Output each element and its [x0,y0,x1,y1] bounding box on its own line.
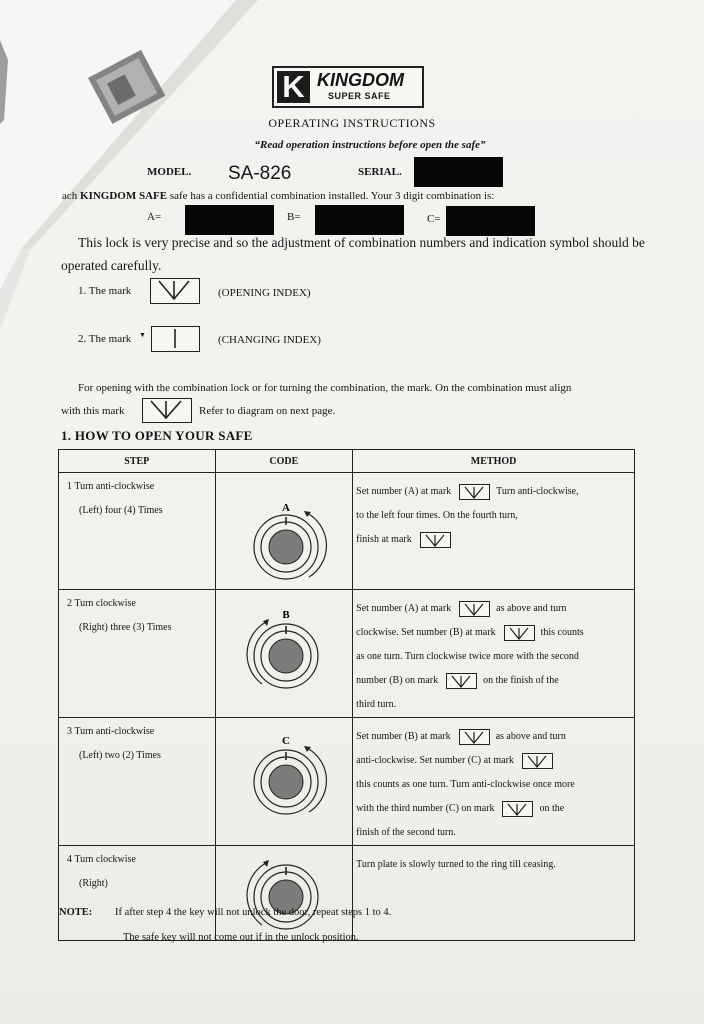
method-text: Turn anti-clockwise, [496,486,579,497]
opening-index-icon [460,486,488,499]
step-detail: (Left) four (4) Times [79,505,163,516]
method-text: as above and turn [495,731,566,742]
code-cell [215,473,353,590]
mark2-label: 2. The mark [78,333,132,345]
serial-label: SERIAL. [358,166,402,178]
note-label: NOTE: [59,907,93,918]
align-index-mark [142,398,192,423]
method-text: finish at mark [356,534,412,545]
opening-index-icon [447,675,475,688]
method-text: this counts [540,627,584,638]
note-line-2: The safe key will not come out if in the unlock position. [123,932,359,943]
header-method: METHOD [353,450,635,473]
step-title: 4 Turn clockwise [67,854,136,865]
opening-index-mark [459,601,490,617]
logo-subtitle: SUPER SAFE [328,91,391,101]
mark1-desc: (OPENING INDEX) [218,287,311,299]
align-line-2-prefix: with this mark [61,405,125,417]
align-line-1: For opening with the combination lock or for turning the combination, the mark. On the combination must align [78,382,572,394]
caution-line-1: This lock is very precise and so the adjustment of combination numbers and indication symbol should be [78,235,645,250]
header-step: STEP [59,450,216,473]
mark1-label: 1. The mark [78,285,132,297]
combo-b-redaction [315,205,404,235]
step-cell [59,473,216,590]
page-title: OPERATING INSTRUCTIONS [268,116,436,130]
opening-index-mark [150,278,200,304]
opening-index-mark [459,729,490,745]
page-subtitle: “Read operation instructions before open the safe” [254,139,486,151]
method-text: with the third number (C) on mark [356,803,495,814]
model-value: SA-826 [228,163,292,184]
opening-index-mark [459,484,490,500]
opening-index-icon [460,603,488,616]
method-text: as one turn. Turn clockwise twice more with the second [356,651,579,662]
serial-redaction [414,157,503,187]
intro-line [62,190,494,202]
method-text: Set number (A) at mark [356,486,452,497]
table-row [59,590,635,718]
opening-index-mark [420,532,451,548]
opening-index-icon [523,755,551,768]
method-cell [353,718,635,846]
code-cell [215,718,353,846]
opening-index-mark [446,673,477,689]
opening-index-icon [505,627,533,640]
method-text: on the [539,803,565,814]
intro-prefix: ach [62,190,78,202]
method-cell [353,473,635,590]
step-detail: (Right) [79,878,108,889]
table-header-row [59,450,635,473]
step-title: 2 Turn clockwise [67,598,136,609]
table-row [59,846,635,941]
code-letter: B [281,609,290,621]
method-text: finish of the second turn. [356,827,456,838]
combo-c-redaction [446,206,535,236]
method-text: Set number (B) at mark [356,731,451,742]
step-detail: (Left) two (2) Times [79,750,161,761]
dial-clockwise-icon [216,846,353,939]
method-text: number (B) on mark [356,675,439,686]
opening-index-icon [460,731,488,744]
logo-brand: KINGDOM [317,70,404,90]
opening-index-mark [502,801,533,817]
method-text: Set number (A) at mark [356,603,452,614]
method-text: to the left four times. On the fourth turn, [356,510,518,521]
opening-index-mark [504,625,535,641]
code-cell [215,846,353,941]
combo-a-label: A= [147,211,162,223]
method-text: anti-clockwise. Set number (C) at mark [356,755,514,766]
method-text: on the finish of the [483,675,559,686]
changing-index-mark [151,326,200,352]
opening-index-icon [143,399,190,421]
method-text: third turn. [356,699,397,710]
method-text: clockwise. Set number (B) at mark [356,627,496,638]
intro-brand: KINGDOM SAFE [80,190,168,202]
logo-k-mark: K [277,71,310,103]
section-heading: 1. HOW TO OPEN YOUR SAFE [61,428,253,443]
note-line-1: If after step 4 the key will not unlock the door, repeat steps 1 to 4. [115,907,392,918]
changing-index-icon [152,327,198,350]
dial-anticlockwise-icon [216,718,353,836]
table-row [59,473,635,590]
step-cell [59,846,216,941]
opening-index-icon [151,279,198,302]
method-text: Turn plate is slowly turned to the ring till ceasing. [356,859,556,870]
kingdom-logo [272,66,424,108]
model-label: MODEL. [147,166,192,178]
opening-index-icon [421,534,449,547]
step-cell [59,718,216,846]
triangle-pointer-icon: ▼ [139,331,146,339]
dial-clockwise-icon [216,590,353,706]
mark2-desc: (CHANGING INDEX) [218,334,321,346]
combo-b-label: B= [287,211,301,223]
method-text: this counts as one turn. Turn anti-clockwise once more [356,779,575,790]
intro-text: safe has a confidential combination installed. Your 3 digit combination is: [169,190,495,202]
header-code: CODE [215,450,353,473]
dial-anticlockwise-icon [216,473,353,588]
combo-c-label: C= [427,213,441,225]
step-detail: (Right) three (3) Times [79,622,172,633]
table-row [59,718,635,846]
opening-index-icon [503,803,531,816]
align-line-2-suffix: Refer to diagram on next page. [199,405,336,417]
step-title: 1 Turn anti-clockwise [67,481,155,492]
instructions-table [58,449,635,941]
code-letter: A [281,502,290,514]
step-title: 3 Turn anti-clockwise [67,726,155,737]
opening-index-mark [522,753,553,769]
step-cell [59,590,216,718]
caution-line-2: operated carefully. [61,258,162,273]
method-cell [353,846,635,941]
method-cell [353,590,635,718]
code-letter: C [281,735,290,747]
method-text: as above and turn [496,603,567,614]
combo-a-redaction [185,205,274,235]
code-cell [215,590,353,718]
